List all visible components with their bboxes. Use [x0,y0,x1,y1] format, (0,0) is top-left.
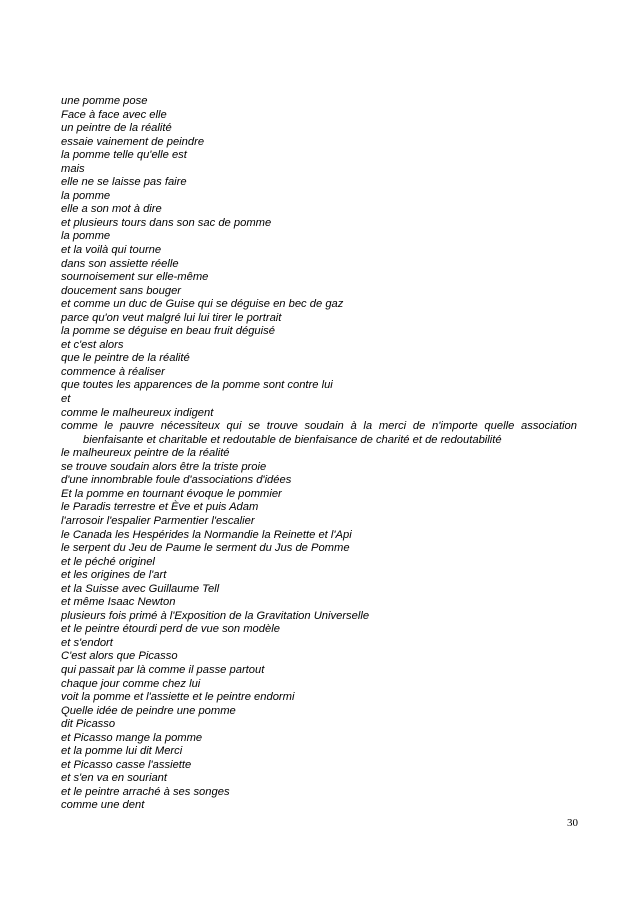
poem-line: et s'en va en souriant [61,772,167,785]
poem-line: et la Suisse avec Guillaume Tell [61,582,220,595]
poem-line: doucement sans bouger [61,284,182,297]
poem-line: et c'est alors [61,338,124,351]
poem-line: qui passait par là comme il passe partout [61,663,265,676]
poem-text [61,95,577,813]
poem-line: commence à réaliser [61,365,165,378]
poem-line: et plusieurs tours dans son sac de pomme [61,216,272,229]
poem-line: le malheureux peintre de la réalité [61,447,230,460]
page-number: 30 [567,817,578,829]
poem-line: comme une dent [61,799,145,812]
poem-line: et les origines de l'art [61,569,167,582]
poem-line: sournoisement sur elle-même [61,271,209,284]
poem-line: que toutes les apparences de la pomme sont contre lui [61,379,333,392]
poem-line: et la voilà qui tourne [61,244,162,257]
poem-line: une pomme pose [61,95,148,107]
poem-line: elle a son mot à dire [61,203,162,216]
poem-line: et comme un duc de Guise qui se déguise en bec de gaz [61,298,344,311]
poem-line: et s'endort [61,636,113,649]
poem-line: la pomme se déguise en beau fruit déguisé [61,325,275,338]
poem-line: et [61,393,71,406]
poem-line: et le péché originel [61,555,155,568]
poem-line: chaque jour comme chez lui [61,677,201,690]
poem-line: essaie vainement de peindre [61,135,205,148]
poem-line: le serpent du Jeu de Paume le serment du Jus de Pomme [61,542,350,555]
poem-line: mais [61,162,85,175]
poem-line: et le peintre arraché à ses songes [61,785,230,798]
poem-line: parce qu'on veut malgré lui lui tirer le portrait [61,311,282,324]
poem-line: voit la pomme et l'assiette et le peintre endormi [61,691,295,704]
poem-line: la pomme [61,189,111,202]
poem-line: et même Isaac Newton [61,596,176,609]
poem-line: et Picasso mange la pomme [61,731,203,744]
poem-line: la pomme telle qu'elle est [61,149,187,162]
poem-line: Face à face avec elle [61,108,167,121]
poem-line: plusieurs fois primé à l'Exposition de la Gravitation Universelle [61,609,370,622]
poem-line: un peintre de la réalité [61,122,172,135]
poem-line: la pomme [61,230,111,243]
poem-line: comme le pauvre nécessiteux qui se trouve soudain à la merci de n'importe quelle association bienfaisante et charitable et redoutable de bienfaisance de charité et de redoutabilité [61,420,577,446]
poem-line: le Paradis terrestre et Ève et puis Adam [61,501,259,514]
poem-line: le Canada les Hespérides la Normandie la Reinette et l'Api [61,528,352,541]
poem-line: elle ne se laisse pas faire [61,176,187,189]
poem-line: que le peintre de la réalité [61,352,190,365]
poem-line: et Picasso casse l'assiette [61,758,192,771]
poem-line: Quelle idée de peindre une pomme [61,704,236,717]
poem-line: se trouve soudain alors être la triste proie [61,460,267,473]
poem-line: C'est alors que Picasso [61,650,178,663]
poem-line: dans son assiette réelle [61,257,179,270]
poem-line: et la pomme lui dit Merci [61,745,183,758]
poem-line: comme le malheureux indigent [61,406,214,419]
poem-line: et le peintre étourdi perd de vue son modèle [61,623,280,636]
poem-line: l'arrosoir l'espalier Parmentier l'escalier [61,514,255,527]
poem-line: Et la pomme en tournant évoque le pommier [61,487,282,500]
poem-line: dit Picasso [61,718,116,731]
poem-line: d'une innombrable foule d'associations d'idées [61,474,292,487]
